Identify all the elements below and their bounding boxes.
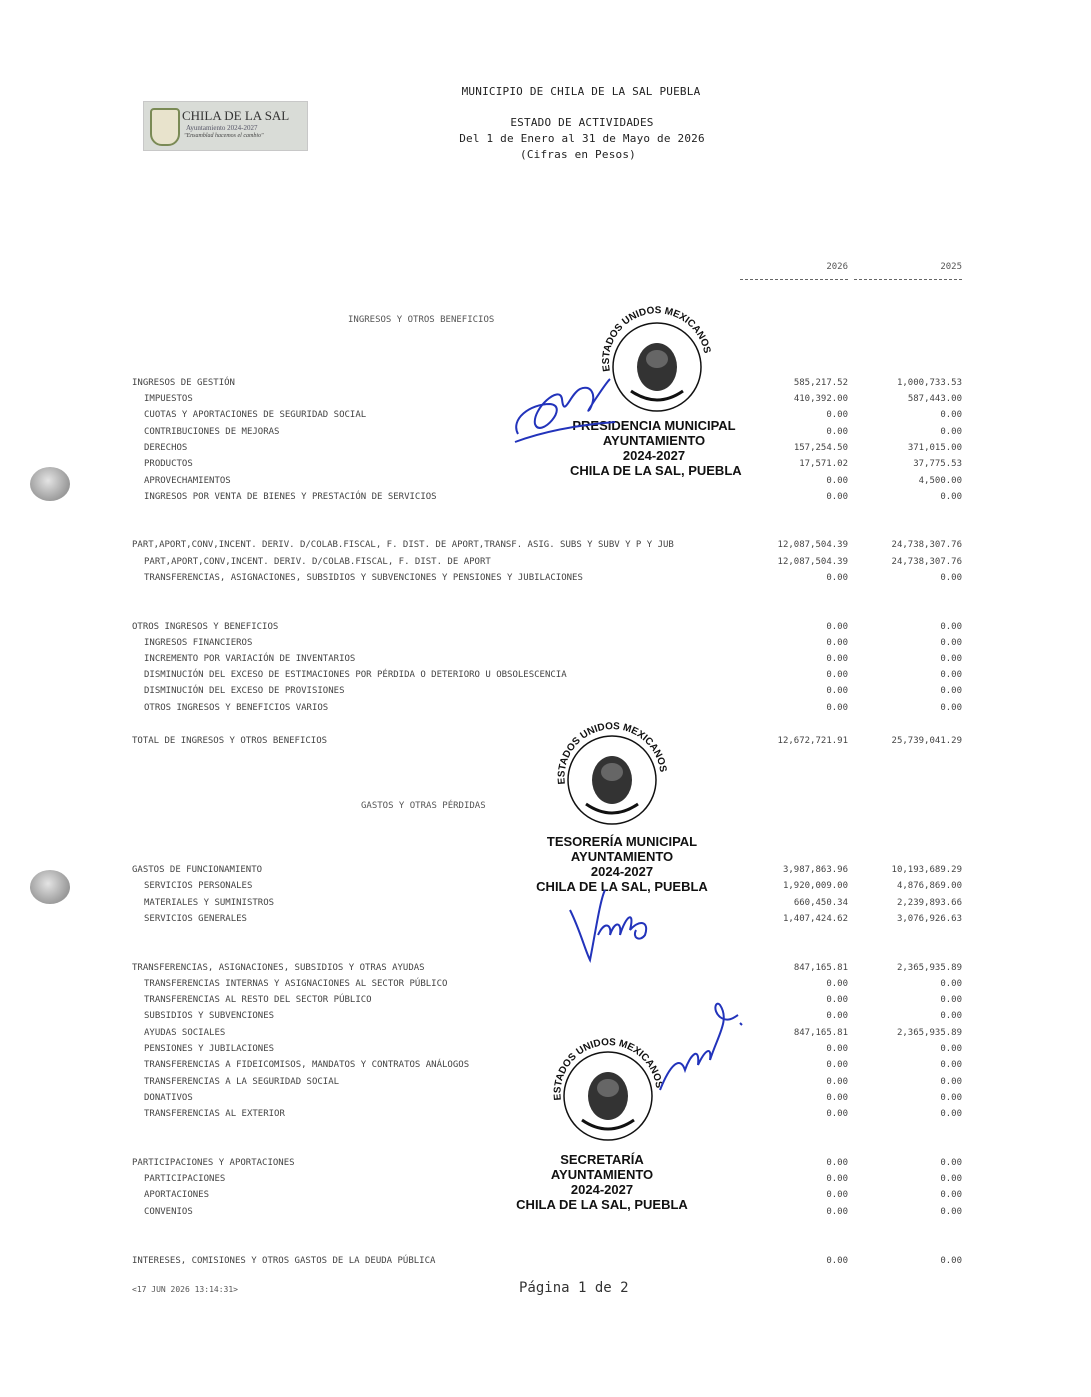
- stamp-line: 2024-2027: [570, 1182, 634, 1197]
- stamp-line: 2024-2027: [590, 864, 654, 879]
- row-label: TRANSFERENCIAS AL RESTO DEL SECTOR PÚBLICO: [144, 995, 372, 1005]
- table-row: [0, 736, 1091, 752]
- row-value-2025: 0.00: [940, 1044, 962, 1054]
- row-value-2026: 0.00: [826, 670, 848, 680]
- logo-tagline: "Ensamblad hacemos el cambio": [184, 133, 264, 139]
- table-row: [0, 492, 1091, 508]
- row-label: INGRESOS POR VENTA DE BIENES Y PRESTACIÓN DE SERVICIOS: [144, 492, 437, 502]
- row-value-2025: 0.00: [940, 995, 962, 1005]
- row-value-2025: 587,443.00: [907, 394, 962, 404]
- row-label: DISMINUCIÓN DEL EXCESO DE PROVISIONES: [144, 686, 345, 696]
- table-row: [0, 459, 1091, 475]
- row-label: OTROS INGRESOS Y BENEFICIOS: [132, 622, 279, 632]
- row-value-2026: 12,087,504.39: [777, 557, 848, 567]
- municipality-name: MUNICIPIO DE CHILA DE LA SAL PUEBLA: [461, 85, 701, 98]
- row-label: CONVENIOS: [144, 1207, 193, 1217]
- report-period: Del 1 de Enero al 31 de Mayo de 2026: [459, 132, 705, 145]
- row-value-2025: 37,775.53: [913, 459, 962, 469]
- row-value-2026: 1,920,009.00: [782, 881, 848, 891]
- row-value-2025: 0.00: [940, 686, 962, 696]
- row-label: IMPUESTOS: [144, 394, 193, 404]
- row-value-2026: 0.00: [826, 638, 848, 648]
- row-label: INTERESES, COMISIONES Y OTROS GASTOS DE LA DEUDA PÚBLICA: [132, 1256, 436, 1266]
- row-label: TRANSFERENCIAS A FIDEICOMISOS, MANDATOS Y CONTRATOS ANÁLOGOS: [144, 1060, 470, 1070]
- row-value-2026: 0.00: [826, 492, 848, 502]
- table-row: [0, 979, 1091, 995]
- row-value-2025: 0.00: [940, 1207, 962, 1217]
- table-row: [0, 898, 1091, 914]
- print-timestamp: <17 JUN 2026 13:14:31>: [132, 1285, 238, 1294]
- table-row: [0, 995, 1091, 1011]
- row-value-2025: 1,000,733.53: [896, 378, 962, 388]
- row-value-2026: 0.00: [826, 1174, 848, 1184]
- row-value-2025: 3,076,926.63: [896, 914, 962, 924]
- row-value-2026: 0.00: [826, 476, 848, 486]
- page-number: Página 1 de 2: [519, 1280, 629, 1296]
- row-value-2025: 0.00: [940, 979, 962, 989]
- punch-hole: [30, 870, 70, 904]
- row-label: INGRESOS DE GESTIÓN: [132, 378, 235, 388]
- row-value-2026: 660,450.34: [793, 898, 848, 908]
- row-value-2025: 0.00: [940, 654, 962, 664]
- row-label: PART,APORT,CONV,INCENT. DERIV. D/COLAB.FISCAL, F. DIST. DE APORT,TRANSF. ASIG. SUBS Y SUBV Y P Y JUB: [132, 540, 674, 550]
- row-value-2026: 0.00: [826, 622, 848, 632]
- shield-icon: [150, 108, 180, 146]
- row-label: PARTICIPACIONES Y APORTACIONES: [132, 1158, 295, 1168]
- stamp-line: TESORERÍA MUNICIPAL: [546, 834, 698, 849]
- row-value-2025: 0.00: [940, 1158, 962, 1168]
- report-title: ESTADO DE ACTIVIDADES: [510, 116, 654, 129]
- table-row: [0, 686, 1091, 702]
- stamp-line: CHILA DE LA SAL, PUEBLA: [570, 463, 742, 478]
- stamp-line: AYUNTAMIENTO: [570, 849, 674, 864]
- row-value-2025: 4,876,869.00: [896, 881, 962, 891]
- row-value-2026: 12,672,721.91: [777, 736, 848, 746]
- table-row: [0, 476, 1091, 492]
- row-label: PENSIONES Y JUBILACIONES: [144, 1044, 275, 1054]
- stamp-line: PRESIDENCIA MUNICIPAL: [572, 418, 736, 433]
- row-value-2026: 0.00: [826, 1077, 848, 1087]
- row-label: DERECHOS: [144, 443, 188, 453]
- seal-tesoreria-icon: [550, 716, 675, 834]
- row-value-2026: 0.00: [826, 573, 848, 583]
- row-label: TRANSFERENCIAS, ASIGNACIONES, SUBSIDIOS Y SUBVENCIONES Y PENSIONES Y JUBILACIONES: [144, 573, 583, 583]
- table-row: [0, 638, 1091, 654]
- table-row: [0, 963, 1091, 979]
- row-label: PRODUCTOS: [144, 459, 193, 469]
- row-value-2026: 0.00: [826, 703, 848, 713]
- row-value-2026: 0.00: [826, 1109, 848, 1119]
- table-row: [0, 557, 1091, 573]
- row-label: TRANSFERENCIAS A LA SEGURIDAD SOCIAL: [144, 1077, 340, 1087]
- row-label: MATERIALES Y SUMINISTROS: [144, 898, 275, 908]
- row-value-2026: 0.00: [826, 1158, 848, 1168]
- row-value-2026: 0.00: [826, 1190, 848, 1200]
- row-value-2026: 0.00: [826, 1256, 848, 1266]
- row-value-2025: 0.00: [940, 1256, 962, 1266]
- stamp-line: CHILA DE LA SAL, PUEBLA: [536, 879, 708, 894]
- row-value-2025: 0.00: [940, 670, 962, 680]
- row-value-2026: 0.00: [826, 1207, 848, 1217]
- stamp-line: 2024-2027: [622, 448, 686, 463]
- row-label: TRANSFERENCIAS AL EXTERIOR: [144, 1109, 285, 1119]
- row-value-2026: 0.00: [826, 1011, 848, 1021]
- table-row: [0, 914, 1091, 930]
- row-value-2026: 12,087,504.39: [777, 540, 848, 550]
- row-value-2025: 0.00: [940, 1174, 962, 1184]
- column-header-2026: 2026: [826, 262, 848, 272]
- row-label: PARTICIPACIONES: [144, 1174, 226, 1184]
- row-value-2025: 0.00: [940, 573, 962, 583]
- section-income-title: INGRESOS Y OTROS BENEFICIOS: [348, 315, 495, 325]
- row-label: CUOTAS Y APORTACIONES DE SEGURIDAD SOCIAL: [144, 410, 367, 420]
- row-value-2026: 0.00: [826, 1044, 848, 1054]
- row-label: SUBSIDIOS Y SUBVENCIONES: [144, 1011, 275, 1021]
- seal-ring-text: ESTADOS UNIDOS MEXICANOS: [556, 720, 669, 785]
- row-value-2026: 17,571.02: [799, 459, 848, 469]
- row-value-2025: 0.00: [940, 427, 962, 437]
- row-value-2026: 0.00: [826, 654, 848, 664]
- stamp-line: AYUNTAMIENTO: [550, 1167, 654, 1182]
- row-value-2025: 0.00: [940, 1060, 962, 1070]
- row-value-2025: 4,500.00: [918, 476, 962, 486]
- table-row: [0, 670, 1091, 686]
- row-value-2026: 157,254.50: [793, 443, 848, 453]
- row-value-2026: 3,987,863.96: [782, 865, 848, 875]
- row-value-2025: 0.00: [940, 410, 962, 420]
- table-row: [0, 1011, 1091, 1027]
- row-value-2026: 0.00: [826, 410, 848, 420]
- row-value-2026: 585,217.52: [793, 378, 848, 388]
- signature-presidencia-icon: [510, 364, 620, 454]
- row-label: TOTAL DE INGRESOS Y OTROS BENEFICIOS: [132, 736, 328, 746]
- row-value-2026: 0.00: [826, 686, 848, 696]
- row-value-2026: 0.00: [826, 979, 848, 989]
- table-row: [0, 703, 1091, 719]
- row-label: TRANSFERENCIAS INTERNAS Y ASIGNACIONES AL SECTOR PÚBLICO: [144, 979, 448, 989]
- row-value-2025: 0.00: [940, 1093, 962, 1103]
- row-value-2025: 10,193,689.29: [891, 865, 962, 875]
- row-value-2025: 24,738,307.76: [891, 540, 962, 550]
- row-value-2025: 2,239,893.66: [896, 898, 962, 908]
- row-label: APROVECHAMIENTOS: [144, 476, 231, 486]
- row-label: DISMINUCIÓN DEL EXCESO DE ESTIMACIONES POR PÉRDIDA O DETERIORO U OBSOLESCENCIA: [144, 670, 567, 680]
- row-value-2026: 847,165.81: [793, 963, 848, 973]
- row-value-2025: 0.00: [940, 622, 962, 632]
- logo-subtitle: Ayuntamiento 2024-2027: [186, 124, 258, 132]
- row-value-2025: 371,015.00: [907, 443, 962, 453]
- row-value-2025: 2,365,935.89: [896, 1028, 962, 1038]
- report-units: (Cifras en Pesos): [520, 148, 636, 161]
- row-value-2025: 25,739,041.29: [891, 736, 962, 746]
- row-value-2026: 0.00: [826, 1093, 848, 1103]
- row-label: CONTRIBUCIONES DE MEJORAS: [144, 427, 280, 437]
- table-row: [0, 540, 1091, 556]
- row-value-2025: 0.00: [940, 638, 962, 648]
- row-value-2025: 2,365,935.89: [896, 963, 962, 973]
- row-value-2025: 0.00: [940, 1109, 962, 1119]
- signature-tesoreria-icon: [560, 880, 660, 965]
- row-label: TRANSFERENCIAS, ASIGNACIONES, SUBSIDIOS Y OTRAS AYUDAS: [132, 963, 425, 973]
- stamp-secretaria: [516, 1152, 688, 1212]
- table-row: [0, 573, 1091, 589]
- row-label: SERVICIOS GENERALES: [144, 914, 247, 924]
- row-value-2026: 0.00: [826, 1060, 848, 1070]
- row-value-2026: 1,407,424.62: [782, 914, 848, 924]
- table-row: [0, 1256, 1091, 1272]
- logo-title: CHILA DE LA SAL: [182, 108, 290, 123]
- row-value-2025: 0.00: [940, 492, 962, 502]
- seal-ring-text: ESTADOS UNIDOS MEXICANOS: [600, 305, 713, 373]
- row-value-2026: 410,392.00: [793, 394, 848, 404]
- signature-secretaria-icon: [650, 995, 750, 1095]
- column-header-2025: 2025: [940, 262, 962, 272]
- stamp-line: CHILA DE LA SAL, PUEBLA: [516, 1197, 688, 1212]
- row-label: OTROS INGRESOS Y BENEFICIOS VARIOS: [144, 703, 329, 713]
- row-value-2026: 0.00: [826, 427, 848, 437]
- stamp-line: AYUNTAMIENTO: [602, 433, 706, 448]
- table-row: [0, 654, 1091, 670]
- row-label: AYUDAS SOCIALES: [144, 1028, 226, 1038]
- column-underline-2025: [854, 279, 962, 280]
- row-label: APORTACIONES: [144, 1190, 210, 1200]
- row-value-2025: 24,738,307.76: [891, 557, 962, 567]
- table-row: [0, 622, 1091, 638]
- seal-ring-text: ESTADOS UNIDOS MEXICANOS: [552, 1036, 665, 1101]
- row-value-2025: 0.00: [940, 1077, 962, 1087]
- row-value-2025: 0.00: [940, 1190, 962, 1200]
- row-label: INCREMENTO POR VARIACIÓN DE INVENTARIOS: [144, 654, 356, 664]
- municipality-logo: [143, 101, 308, 151]
- row-value-2025: 0.00: [940, 1011, 962, 1021]
- stamp-line: SECRETARÍA: [560, 1152, 644, 1167]
- row-label: INGRESOS FINANCIEROS: [144, 638, 253, 648]
- row-label: PART,APORT,CONV,INCENT. DERIV. D/COLAB.FISCAL, F. DIST. DE APORT: [144, 557, 491, 567]
- column-underline-2026: [740, 279, 848, 280]
- row-value-2026: 847,165.81: [793, 1028, 848, 1038]
- row-label: DONATIVOS: [144, 1093, 193, 1103]
- row-value-2025: 0.00: [940, 703, 962, 713]
- punch-hole: [30, 467, 70, 501]
- row-label: SERVICIOS PERSONALES: [144, 881, 253, 891]
- row-value-2026: 0.00: [826, 995, 848, 1005]
- section-expenses-title: GASTOS Y OTRAS PÉRDIDAS: [361, 801, 486, 811]
- row-label: GASTOS DE FUNCIONAMIENTO: [132, 865, 263, 875]
